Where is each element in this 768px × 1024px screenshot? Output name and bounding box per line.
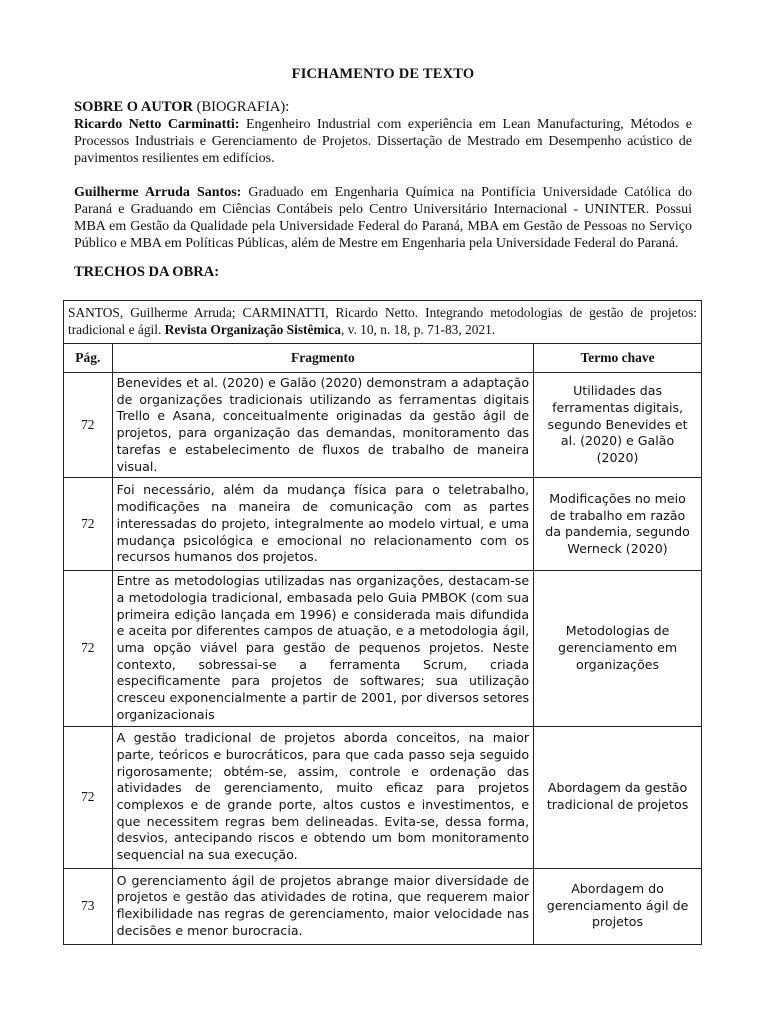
- author2-name: Guilherme Arruda Santos:: [74, 185, 242, 200]
- author2-bio: Graduado em Engenharia Química na Pontifícia Universidade Católica do Paraná e Graduando em Ciências Contábeis pelo Centro Universitário Internacional - UNINTER. Possui MBA em Gestão da Qualidade pela Universidade Federal do Paraná, MBA em Gestão de Pessoas no Serviço Público e MBA em Políticas Públicas, além de Mestre em Engenharia pela Universidade Federal do Paraná.: [74, 185, 692, 251]
- author-section-heading: [74, 99, 692, 116]
- table-row: [64, 868, 702, 944]
- fragment-cell: O gerenciamento ágil de projetos abrange maior diversidade de projetos e gestão das atividades de rotina, que requerem maior flexibilidade nas regras de gerenciamento, maior velocidade nas decisões e menor burocracia.: [112, 868, 533, 944]
- author-heading-bold: SOBRE O AUTOR: [74, 99, 193, 115]
- table-row: [64, 726, 702, 868]
- author1-paragraph: [74, 116, 692, 167]
- column-header-page: Pág.: [64, 344, 113, 373]
- reference-text: SANTOS, Guilherme Arruda; CARMINATTI, Ricardo Netto. Integrando metodologias de gestão de projetos: tradicional e ágil.: [68, 305, 697, 337]
- fragment-cell: Foi necessário, além da mudança física para o teletrabalho, modificações na maneira de comunicação com as partes interessadas do projeto, integralmente ao modelo virtual, e uma mudança psicológica e emocional no relacionamento com os recursos humanos dos projetos.: [112, 478, 533, 571]
- excerpts-table: [63, 300, 702, 945]
- author1-name: Ricardo Netto Carminatti:: [74, 117, 240, 132]
- reference-cell: [64, 301, 702, 344]
- column-header-fragment: Fragmento: [112, 344, 533, 373]
- reference-details: , v. 10, n. 18, p. 71-83, 2021.: [340, 322, 496, 337]
- page-cell: 72: [64, 373, 113, 478]
- fragment-cell: Entre as metodologias utilizadas nas organizações, destacam-se a metodologia tradicional, embasada pelo Guia PMBOK (com sua primeira edição lançada em 1996) e considerada mais difundida e aceita por diferentes campos de atuação, e a metodologia ágil, uma opção viável para gestão de pequenos projetos. Neste contexto, sobressai-se a ferramenta Scrum, criada especificamente para projetos de softwares; sua utilização cresceu exponencialmente a partir de 2001, por diversos setores organizacionais: [112, 571, 533, 726]
- table-row: [64, 373, 702, 478]
- keyword-cell: Utilidades das ferramentas digitais, segundo Benevides et al. (2020) e Galão (2020): [534, 373, 702, 478]
- keyword-cell: Metodologias de gerenciamento em organizações: [534, 571, 702, 726]
- keyword-cell: Abordagem do gerenciamento ágil de projetos: [534, 868, 702, 944]
- fragment-cell: A gestão tradicional de projetos aborda conceitos, na maior parte, teóricos e burocráticos, para que cada passo seja seguido rigorosamente; obtém-se, assim, controle e ordenação das atividades de gerenciamento, muito eficaz para projetos complexos e de grande porte, altos custos e investimentos, e que necessitem regras bem delineadas. Evita-se, dessa forma, desvios, antecipando riscos e obtendo um bom monitoramento sequencial na sua execução.: [112, 726, 533, 868]
- column-header-keyword: Termo chave: [534, 344, 702, 373]
- reference-row: [64, 301, 702, 344]
- page-cell: 72: [64, 478, 113, 571]
- author2-paragraph: [74, 184, 692, 252]
- reference-journal: Revista Organização Sistêmica: [164, 322, 341, 337]
- fragment-cell: Benevides et al. (2020) e Galão (2020) demonstram a adaptação de organizações tradicionais utilizando as ferramentas digitais Trello e Asana, conceitualmente originadas da gestão ágil de projetos, para organização das demandas, monitoramento das tarefas e estabelecimento de fluxos de trabalho de maneira visual.: [112, 373, 533, 478]
- document-body: [74, 66, 692, 281]
- author-heading-rest: (BIOGRAFIA):: [193, 99, 290, 115]
- header-row: [64, 344, 702, 373]
- author1-bio: Engenheiro Industrial com experiência em Lean Manufacturing, Métodos e Processos Industriais e Gerenciamento de Projetos. Dissertação de Mestrado em Desempenho acústico de pavimentos resilientes em edifícios.: [74, 117, 693, 166]
- page-cell: 72: [64, 726, 113, 868]
- document-title: FICHAMENTO DE TEXTO: [291, 66, 475, 82]
- table-row: [64, 571, 702, 726]
- page-cell: 72: [64, 571, 113, 726]
- excerpts-heading: TRECHOS DA OBRA:: [74, 264, 220, 280]
- keyword-cell: Abordagem da gestão tradicional de projetos: [534, 726, 702, 868]
- page-cell: 73: [64, 868, 113, 944]
- keyword-cell: Modificações no meio de trabalho em razão da pandemia, segundo Werneck (2020): [534, 478, 702, 571]
- table-row: [64, 478, 702, 571]
